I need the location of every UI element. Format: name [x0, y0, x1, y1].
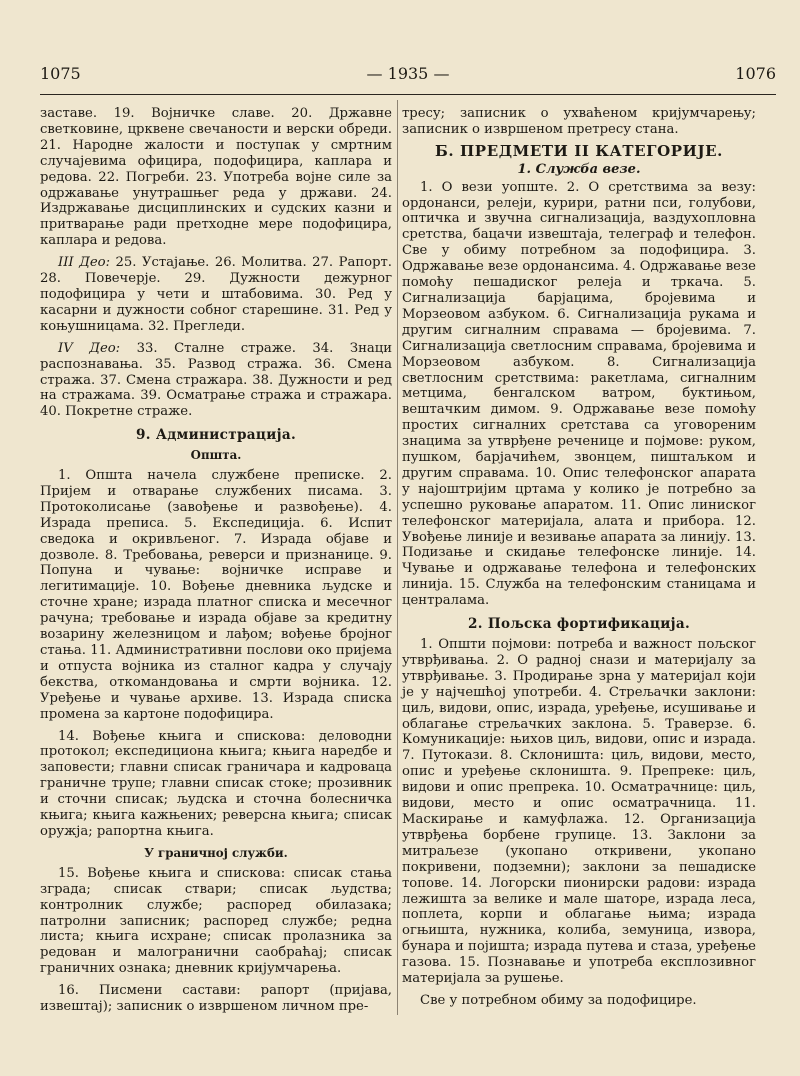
paragraph: 16. Писмени састави: рапорт (пријава, извештај); записник о извршеном личном пре-	[40, 983, 392, 1015]
column-divider	[397, 100, 398, 1015]
part-label: III Део:	[58, 255, 111, 271]
paragraph: Све у потребном обиму за подофицире.	[420, 992, 697, 1008]
paragraph: 14. Вођење књига и спискова: деловодни протокол; експедициона књига; књига наредбе и заповести; главни списак граничара и кадроваца граничне трупе; главни списак стоке; прозивник и сточни списак; људска и сточна болесничка књига; књига кажњених; реверсна књига; списак оружја; рапортна књига.	[40, 728, 392, 839]
paragraph: 1. Општи појмови: потреба и важност пољског утврђивања. 2. О радној снази и материјалу за утврђивање. 3. Продирање зрна у материјал који је у најчешћој употреби. 4. Стрељачки заклони: циљ, видови, опис, израда, уређење, исушивање и облагање стрељачких заклона. 5. Траверзе. 6. Комуникације: њихов циљ, видови, опис и израда. 7. Путокази. 8. Склоништа: циљ, видови, место, опис и уређење склоништа. 9. Препреке: циљ, видови и опис препрека. 10. Осматрачнице: циљ, видови, место и опис осматрачница. 11. Маскирање и камуфлажа. 12. Организација утврђења борбене групице. 13. Заклони за митраљезе (укопано откривени, укопано покривени, подземни); заклони за пешадиске топове. 14. Логорски пионирски радови: израда лежишта за велике и мале шаторе, израда леса, поплета, корпи и облагање њима; израда огњишта, нужника, колиба, земуница, извора, бунара и појишта; израда путева и стаза, уређење газова. 15. Познавање и употреба експлозивног материјала за рушење.	[402, 637, 756, 987]
right-column	[402, 106, 756, 1015]
paragraph: 1. Општа начела службене преписке. 2. Пријем и отварање службених писама. 3. Протоколисање (завођење и развођење). 4. Израда преписа. 5. Експедиција. 6. Испит сведока и окривљеног. 7. Израда објаве и дозволе. 8. Требовања, реверси и признанице. 9. Попуна и чување: војничке исправе и легитимације. 10. Вођење дневника људске и сточне хране; израда платног списка и месечног рачуна; требовање и израда објаве за кредитну возарину железницом и лађом; вођење бројног стања. 11. Административни послови око пријема и отпуста војника из сталног кадра у случају бекства, откомандовања и смрти војника. 12. Уређење и чување архиве. 13. Израда списка промена за картоне подофицира.	[40, 468, 392, 722]
paragraph-part-3	[40, 255, 392, 335]
paragraph-text: 33. Сталне страже. 34. Знаци распознавања. 35. Развод стража. 36. Смена стража. 37. Смена стражара. 38. Дужности и ред на стражама. 39. Осматрање стража и стражара. 40. Покретне страже.	[40, 340, 392, 420]
subsection-heading: У граничној служби.	[144, 845, 288, 860]
paragraph: заставе. 19. Војничке славе. 20. Државне светковине, црквене свечаности и верски обреди. 21. Народне жалости и поступак у смртним случајевима официра, подофицира, каплара и редова. 22. Погреби. 23. Употреба војне силе за одржавање унутрашњег реда у држави. 24. Издржавање дисциплинских и судских казни и притварање ради претходне мере подофицира, каплара и редова.	[40, 106, 392, 249]
paragraph: тресу; записник о ухваћеном кријумчарењу; записник о извршеном претресу стана.	[402, 106, 756, 137]
year-label: — 1935 —	[366, 64, 450, 83]
subsection-heading: Општа.	[190, 448, 242, 463]
paragraph: 15. Вођење књига и спискова: списак стања зграда; списак ствари; списак људства; контролник службе; распоред обилазака; патролни записник; распоред службе; редна листа; књига исхране; списак пролазника за редован и малогранични саобраћај; списак граничних ознака; дневник кријумчарења.	[40, 865, 392, 977]
paragraph-part-4	[40, 341, 392, 421]
part-label: IV Део:	[58, 340, 121, 356]
section-heading: 2. Пољска фортификација.	[468, 616, 690, 633]
page-header	[40, 64, 776, 86]
page-number-left: 1075	[40, 64, 81, 83]
paragraph: 1. О вези уопште. 2. О сретствима за везу: ордонанси, релеји, курири, ратни пси, голубови, оптичка и звучна сигнализација, ваздухопловна сретства, бацачи извештаја, телеграф и телефон. Све у обиму потребном за подофицира. 3. Одржавање везе ордонансима. 4. Одржавање везе помоћу пешадиског релеја и тркача. 5. Сигнализација барјацима, бројевима и Морзеовом азбуком. 6. Сигнализација рукама и другим сигналним справама — бројевима. 7. Сигнализација светлосним справама, бројевима и Морзеовом азбуком. 8. Сигнализација светлосним сретствима: ракетлама, сигналним метцима, бенгалском ватром, буктињом, вештачким димом. 9. Одржавање везе помоћу простих сигналних сретстава са уговореним знацима за утврђене реченице и појмове: руком, пушком, барјачићем, звонцем, пиштаљком и другим справама. 10. Опис телефонског апарата у најоштријим цртама у колико је потребно за успешно руковање апаратом. 11. Опис линиског телефонског материјала, алата и прибора. 12. Увођење линије и везивање апарата за линију. 13. Подизање и скидање телефонске линије. 14. Чување и одржавање телефона и телефонских линија. 15. Служба на телефонским станицама и централама.	[402, 179, 756, 609]
section-heading: 1. Служба везе.	[517, 161, 641, 177]
paragraph-text: 25. Устајање. 26. Молитва. 27. Рапорт. 28. Повечерје. 29. Дужности дежурног подофицира у чети и штабовима. 30. Ред у касарни и дужности собног старешине. 31. Ред у коњушницама. 32. Прегледи.	[40, 255, 392, 334]
left-column	[40, 106, 392, 1021]
page-number-right: 1076	[735, 64, 776, 83]
category-heading: Б. ПРЕДМЕТИ II КАТЕГОРИЈЕ.	[434, 141, 723, 160]
header-rule	[40, 94, 776, 95]
section-heading: 9. Администрација.	[136, 427, 296, 444]
